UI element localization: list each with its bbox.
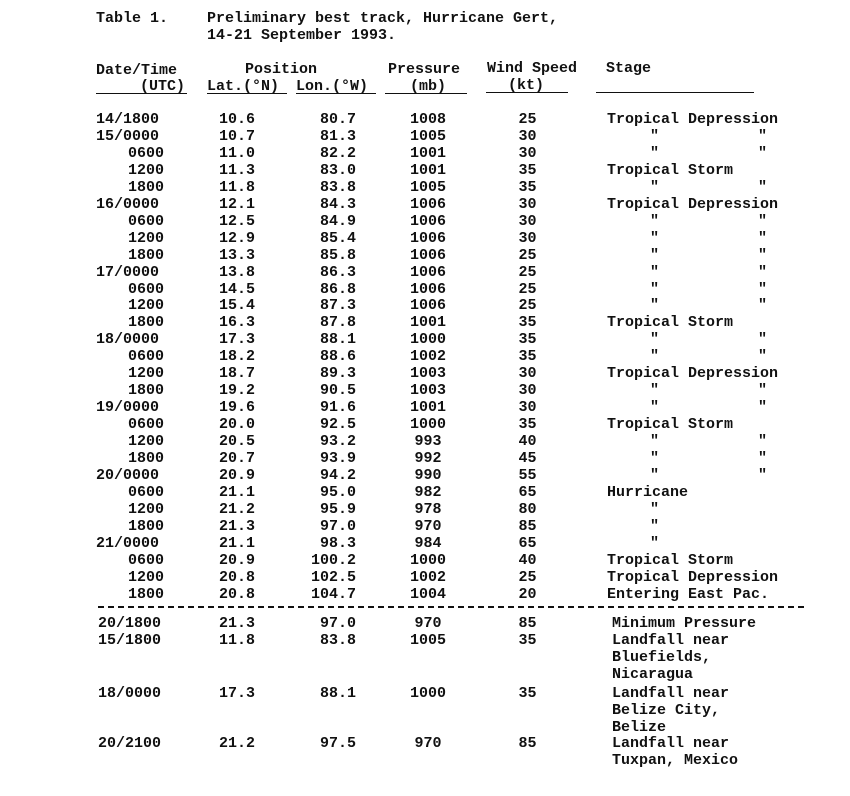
cell-wind: 25 [518,568,537,586]
table-row [0,315,850,332]
event-stage-line: Landfall near [612,632,730,649]
cell-date: 0600 [128,416,165,434]
cell-lat: 20.8 [218,585,255,603]
cell-pres: 970 [414,517,442,535]
cell-lon: 85.8 [319,246,356,264]
event-cell-lat: 11.8 [218,632,255,649]
cell-stage: Hurricane [607,483,689,501]
table-row [0,451,850,468]
event-stage-line: Belize [612,719,667,736]
cell-wind: 40 [518,433,537,451]
cell-lat: 20.7 [218,450,255,467]
table-row [0,587,850,604]
cell-wind: 30 [518,382,537,400]
cell-pres: 984 [414,534,442,552]
cell-lon: 95.9 [319,500,356,518]
event-cell-lon: 88.1 [319,685,356,702]
cell-pres: 1006 [409,246,446,264]
header-lat: Lat.(°N) [207,78,280,95]
cell-lon: 93.9 [319,450,356,467]
event-stage-line: Belize City, [612,702,721,719]
table-row [0,570,850,587]
cell-date: 1800 [128,450,165,467]
cell-lat: 11.8 [218,178,255,196]
event-cell-wind: 35 [518,632,537,649]
cell-lon: 83.8 [319,178,356,196]
cell-lat: 12.9 [218,229,255,247]
cell-stage: " " [650,382,768,400]
cell-stage: " " [650,331,768,349]
table-row [0,197,850,214]
event-cell-stage [612,686,729,737]
cell-lon: 93.2 [319,433,356,451]
cell-stage: Tropical Depression [607,195,779,213]
cell-date: 20/0000 [96,466,160,484]
cell-stage: " " [650,263,768,281]
cell-stage: " [650,500,660,518]
cell-lon: 86.8 [319,280,356,298]
table-title-line2: 14-21 September 1993. [207,27,397,44]
cell-stage: " " [650,450,768,467]
cell-lat: 11.0 [218,144,255,162]
cell-lat: 19.2 [218,382,255,400]
cell-lat: 14.5 [218,280,255,298]
cell-pres: 1000 [409,331,446,349]
cell-lat: 18.2 [218,348,255,366]
cell-lat: 19.6 [218,399,255,417]
event-cell-wind: 85 [518,615,537,632]
header-lon: Lon.(°W) [296,78,369,95]
event-stage-line: Bluefields, [612,649,712,666]
header-pressure: Pressure [388,61,461,78]
cell-pres: 1005 [409,178,446,196]
table-row [0,349,850,366]
table-row [0,485,850,502]
cell-date: 1200 [128,161,165,179]
cell-lat: 15.4 [218,297,255,315]
header-wind-unit: (kt) [508,77,545,94]
table-row [0,434,850,451]
cell-wind: 80 [518,500,537,518]
event-stage-line: Landfall near [612,735,730,752]
cell-pres: 1004 [409,585,446,603]
cell-date: 19/0000 [96,399,160,417]
cell-stage: " " [650,297,768,315]
header-stage-underline [596,92,754,93]
cell-lon: 104.7 [310,585,356,603]
event-cell-lat: 21.3 [218,615,255,632]
cell-date: 0600 [128,280,165,298]
cell-stage: Tropical Storm [607,551,734,569]
cell-lon: 102.5 [310,568,356,586]
cell-stage: Tropical Storm [607,314,734,332]
cell-stage: Tropical Storm [607,416,734,434]
cell-lon: 98.3 [319,534,356,552]
table-row [0,298,850,315]
cell-stage: Tropical Depression [607,365,779,383]
table-row [0,400,850,417]
event-cell-date: 20/2100 [98,735,162,752]
cell-lon: 84.3 [319,195,356,213]
cell-lat: 17.3 [218,331,255,349]
table-separator [98,606,804,608]
cell-lat: 20.5 [218,433,255,451]
cell-stage: " " [650,246,768,264]
cell-lat: 13.3 [218,246,255,264]
cell-pres: 1003 [409,365,446,383]
cell-lon: 85.4 [319,229,356,247]
table-row [0,383,850,400]
cell-date: 0600 [128,348,165,366]
cell-lon: 89.3 [319,365,356,383]
event-cell-stage [612,616,756,633]
cell-lat: 21.1 [218,483,255,501]
cell-wind: 20 [518,585,537,603]
cell-date: 1200 [128,433,165,451]
cell-wind: 35 [518,348,537,366]
table-row [0,417,850,434]
cell-lon: 92.5 [319,416,356,434]
cell-date: 0600 [128,144,165,162]
cell-stage: " [650,534,660,552]
header-pressure-underline [385,93,467,94]
cell-date: 1200 [128,500,165,518]
cell-wind: 25 [518,297,537,315]
cell-date: 17/0000 [96,263,160,281]
cell-pres: 1000 [409,551,446,569]
table-row [0,502,850,519]
cell-pres: 1001 [409,314,446,332]
cell-date: 1200 [128,365,165,383]
cell-lon: 84.9 [319,212,356,230]
cell-date: 14/1800 [96,111,160,128]
cell-wind: 25 [518,280,537,298]
cell-pres: 993 [414,433,442,451]
cell-pres: 1006 [409,212,446,230]
cell-lat: 21.2 [218,500,255,518]
cell-pres: 1006 [409,195,446,213]
header-position: Position [245,61,318,78]
cell-stage: " " [650,144,768,162]
cell-stage: Tropical Depression [607,568,779,586]
table-row [0,146,850,163]
cell-wind: 35 [518,161,537,179]
table-row [0,248,850,265]
cell-stage: " " [650,280,768,298]
cell-lat: 10.7 [218,127,255,145]
header-date: Date/Time [96,62,178,79]
header-date-unit: (UTC) [140,78,186,95]
cell-pres: 1006 [409,229,446,247]
cell-lon: 95.0 [319,483,356,501]
event-cell-lon: 97.5 [319,735,356,752]
cell-date: 0600 [128,551,165,569]
header-lat-underline [207,93,287,94]
cell-pres: 978 [414,500,442,518]
event-cell-lat: 21.2 [218,735,255,752]
cell-stage: " " [650,399,768,417]
cell-wind: 25 [518,111,537,128]
cell-lon: 87.8 [319,314,356,332]
table-row [0,332,850,349]
cell-wind: 30 [518,212,537,230]
cell-wind: 65 [518,483,537,501]
event-stage-line: Landfall near [612,685,730,702]
cell-pres: 982 [414,483,442,501]
cell-lon: 87.3 [319,297,356,315]
cell-stage: " " [650,127,768,145]
cell-wind: 85 [518,517,537,535]
cell-lon: 88.6 [319,348,356,366]
cell-date: 21/0000 [96,534,160,552]
cell-wind: 25 [518,246,537,264]
header-wind-underline [486,92,568,93]
cell-lat: 20.9 [218,466,255,484]
cell-pres: 1000 [409,416,446,434]
header-wind: Wind Speed [487,60,578,77]
cell-stage: Entering East Pac. [607,585,770,603]
cell-lat: 16.3 [218,314,255,332]
cell-wind: 35 [518,314,537,332]
event-stage-line: Minimum Pressure [612,615,757,632]
cell-pres: 1008 [409,111,446,128]
cell-stage: " [650,517,660,535]
table-row [0,366,850,383]
cell-pres: 990 [414,466,442,484]
cell-pres: 992 [414,450,442,467]
cell-date: 1800 [128,314,165,332]
cell-stage: Tropical Depression [607,111,779,128]
cell-date: 1200 [128,297,165,315]
event-row [0,633,850,693]
cell-date: 1200 [128,229,165,247]
cell-lon: 90.5 [319,382,356,400]
cell-wind: 30 [518,365,537,383]
cell-lat: 21.1 [218,534,255,552]
cell-stage: " " [650,229,768,247]
cell-date: 18/0000 [96,331,160,349]
table-label: Table 1. [96,10,169,27]
table-row [0,265,850,282]
table-row [0,112,850,129]
cell-lat: 20.9 [218,551,255,569]
table-row [0,231,850,248]
event-cell-stage [612,633,729,684]
cell-lon: 80.7 [319,111,356,128]
event-cell-stage [612,736,738,770]
cell-date: 1800 [128,246,165,264]
table-row [0,163,850,180]
table-title-line1: Preliminary best track, Hurricane Gert, [207,10,559,27]
table-row [0,180,850,197]
event-cell-pres: 970 [414,615,442,632]
cell-stage: " " [650,348,768,366]
cell-wind: 30 [518,127,537,145]
cell-stage: " " [650,178,768,196]
cell-date: 1800 [128,517,165,535]
cell-wind: 35 [518,416,537,434]
cell-pres: 1001 [409,399,446,417]
cell-stage: Tropical Storm [607,161,734,179]
cell-lon: 97.0 [319,517,356,535]
cell-pres: 1003 [409,382,446,400]
header-lon-underline [296,93,376,94]
event-row [0,736,850,796]
cell-lat: 10.6 [218,111,255,128]
cell-lon: 91.6 [319,399,356,417]
cell-lon: 86.3 [319,263,356,281]
event-cell-wind: 35 [518,685,537,702]
event-stage-line: Nicaragua [612,666,694,683]
event-cell-pres: 1000 [409,685,446,702]
cell-lat: 11.3 [218,161,255,179]
cell-pres: 1002 [409,568,446,586]
cell-lon: 100.2 [310,551,356,569]
cell-stage: " " [650,466,768,484]
cell-lat: 21.3 [218,517,255,535]
cell-pres: 1006 [409,263,446,281]
cell-date: 1800 [128,585,165,603]
cell-wind: 25 [518,263,537,281]
cell-wind: 30 [518,144,537,162]
cell-lat: 20.0 [218,416,255,434]
event-cell-wind: 85 [518,735,537,752]
cell-lat: 12.1 [218,195,255,213]
event-cell-date: 20/1800 [98,615,162,632]
header-stage: Stage [606,60,652,77]
event-stage-line: Tuxpan, Mexico [612,752,739,769]
cell-pres: 1002 [409,348,446,366]
cell-stage: " " [650,433,768,451]
event-cell-pres: 970 [414,735,442,752]
cell-pres: 1006 [409,297,446,315]
cell-lat: 18.7 [218,365,255,383]
header-pressure-unit: (mb) [410,78,447,95]
cell-date: 0600 [128,483,165,501]
cell-date: 16/0000 [96,195,160,213]
event-cell-lon: 97.0 [319,615,356,632]
header-date-underline [96,93,187,94]
table-row [0,519,850,536]
table-row [0,553,850,570]
cell-pres: 1001 [409,161,446,179]
cell-wind: 35 [518,178,537,196]
table-row [0,129,850,146]
cell-lon: 81.3 [319,127,356,145]
cell-pres: 1006 [409,280,446,298]
cell-lon: 83.0 [319,161,356,179]
cell-lat: 20.8 [218,568,255,586]
cell-pres: 1001 [409,144,446,162]
cell-date: 1800 [128,382,165,400]
cell-stage: " " [650,212,768,230]
cell-wind: 65 [518,534,537,552]
cell-wind: 30 [518,195,537,213]
cell-date: 1200 [128,568,165,586]
event-cell-pres: 1005 [409,632,446,649]
table-row [0,536,850,553]
cell-lon: 82.2 [319,144,356,162]
table-row [0,468,850,485]
cell-wind: 40 [518,551,537,569]
cell-wind: 45 [518,450,537,467]
event-cell-lat: 17.3 [218,685,255,702]
cell-lat: 13.8 [218,263,255,281]
cell-date: 1800 [128,178,165,196]
cell-pres: 1005 [409,127,446,145]
event-cell-lon: 83.8 [319,632,356,649]
cell-wind: 35 [518,331,537,349]
cell-date: 0600 [128,212,165,230]
event-cell-date: 18/0000 [98,685,162,702]
cell-lat: 12.5 [218,212,255,230]
cell-lon: 88.1 [319,331,356,349]
cell-lon: 94.2 [319,466,356,484]
cell-wind: 55 [518,466,537,484]
cell-date: 15/0000 [96,127,160,145]
table-row [0,282,850,299]
cell-wind: 30 [518,229,537,247]
table-row [0,214,850,231]
event-cell-date: 15/1800 [98,632,162,649]
cell-wind: 30 [518,399,537,417]
